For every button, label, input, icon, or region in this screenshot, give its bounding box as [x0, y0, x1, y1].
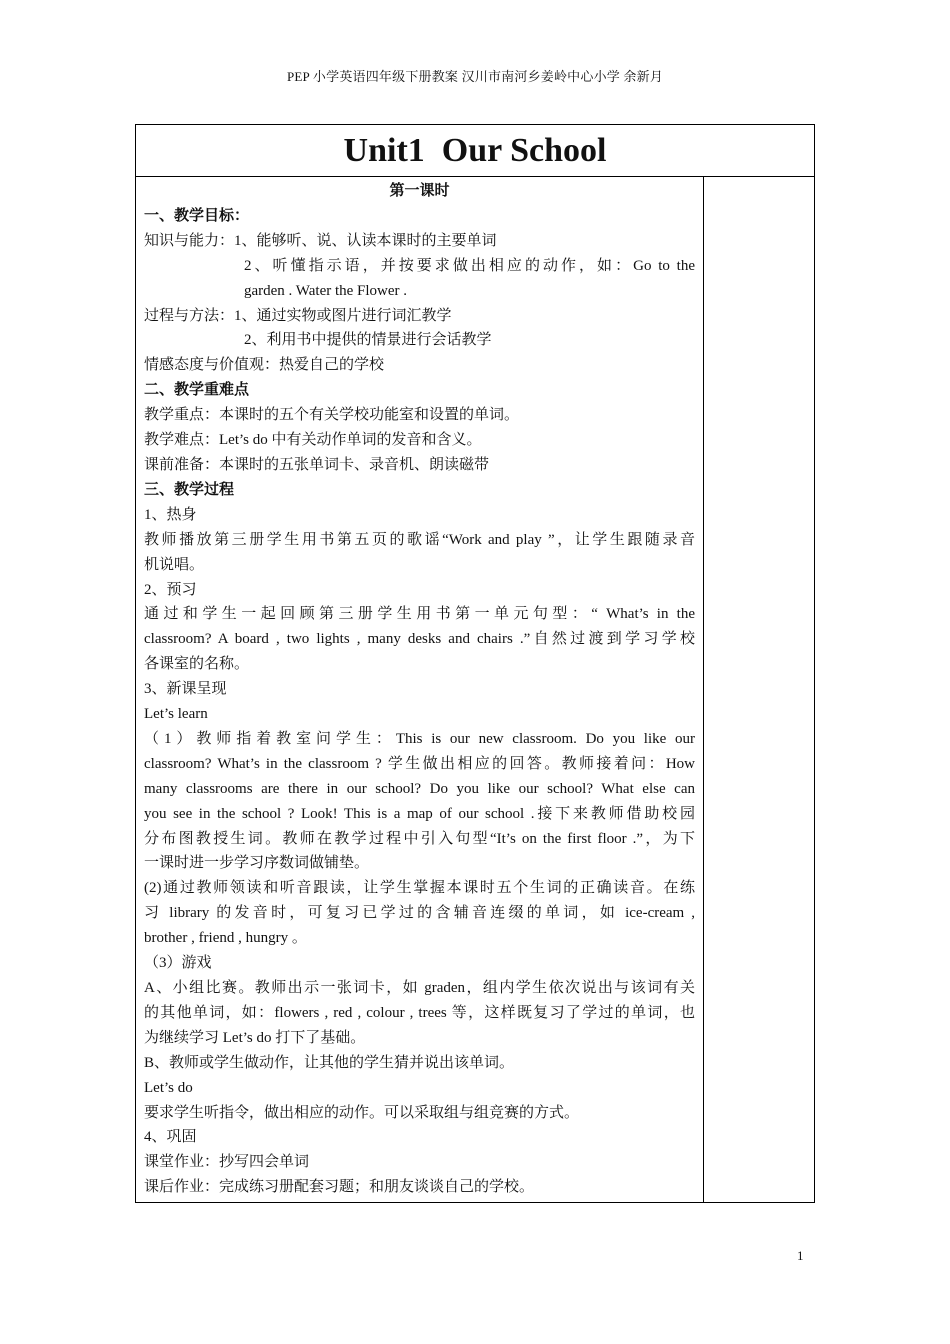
page-header: PEP 小学英语四年级下册教案 汉川市南河乡姜岭中心小学 余新月 [286, 69, 664, 84]
content-line: 2、预习 [144, 581, 197, 598]
content-line: 课堂作业：抄写四会单词 [144, 1154, 310, 1171]
content-line: B、教师或学生做动作，让其他的学生猜并说出该单词。 [144, 1054, 515, 1071]
content-line: 习 library 的发音时，可复习已学过的含辅音连缀的单词，如 ice-cream , [144, 905, 695, 922]
unit-title: Unit1 Our School [136, 125, 814, 177]
content-line: 2、听懂指示语，并按要求做出相应的动作，如：Go to the [244, 257, 695, 274]
page-number: 1 [797, 1248, 804, 1263]
content-line: garden . Water the Flower . [244, 282, 408, 299]
content-line: 的其他单词，如：flowers , red , colour , trees 等，这样既复习了学过的单词，也 [144, 1004, 695, 1021]
content-line: A、小组比赛。教师出示一张词卡，如 graden，组内学生依次说出与该词有关 [144, 980, 695, 996]
content-line: 课后作业：完成练习册配套习题；和朋友谈谈自己的学校。 [144, 1179, 535, 1196]
content-line: 一课时进一步学习序数词做铺垫。 [144, 855, 370, 872]
content-line: 2、利用书中提供的情景进行会话教学 [244, 332, 492, 349]
content-line: 教学难点：Let’s do 中有关动作单词的发音和含义。 [144, 432, 482, 449]
content-line: 一、教学目标： [144, 207, 250, 224]
content-line: 要求学生听指令，做出相应的动作。可以采取组与组竞赛的方式。 [144, 1104, 580, 1121]
content-line: （3）游戏 [144, 955, 212, 972]
content-line: 机说唱。 [144, 556, 205, 573]
content-line: Let’s do [144, 1079, 193, 1096]
content-line: 三、教学过程 [144, 481, 235, 498]
notes-column-cell [704, 177, 814, 1202]
content-line: many classrooms are there in our school? Do you like our school? What else can [144, 780, 695, 797]
content-line: （1）教师指着教室问学生：This is our new classroom. Do you like our [144, 730, 695, 747]
content-line: Let’s learn [144, 706, 208, 723]
table-body-row [136, 177, 814, 1202]
content-line: classroom? A board , two lights , many desks and chairs .”自然过渡到学习学校 [144, 631, 695, 648]
content-line: 知识与能力：1、能够听、说、认读本课时的主要单词 [144, 232, 497, 249]
lesson-content-cell [136, 177, 704, 1202]
content-line: classroom? What’s in the classroom ? 学生做出相应的回答。教师接着问：How [144, 755, 695, 772]
content-line: 过程与方法：1、通过实物或图片进行词汇教学 [144, 307, 452, 324]
content-line: 4、巩固 [144, 1129, 197, 1146]
lesson-plan-table [135, 124, 815, 1203]
content-line: 课前准备：本课时的五张单词卡、录音机、朗读磁带 [144, 456, 490, 473]
content-line: 教学重点：本课时的五个有关学校功能室和设置的单词。 [144, 407, 520, 424]
content-line: 各课室的名称。 [144, 656, 250, 673]
content-line: 情感态度与价值观：热爱自己的学校 [144, 357, 385, 374]
content-line: 为继续学习 Let’s do 打下了基础。 [144, 1029, 366, 1046]
content-line: 3、新课呈现 [144, 681, 227, 698]
content-line: 教师播放第三册学生用书第五页的歌谣“Work and play ”，让学生跟随录音 [144, 531, 695, 548]
content-line: 1、热身 [144, 506, 197, 523]
content-line: 通过和学生一起回顾第三册学生用书第一单元句型：“ What’s in the [144, 606, 695, 623]
content-line: you see in the school ? Look! This is a map of our school .接下来教师借助校园 [144, 805, 695, 822]
content-line: 二、教学重难点 [144, 382, 250, 399]
content-line: 第一课时 [389, 183, 450, 199]
content-line: (2)通过教师领读和听音跟读，让学生掌握本课时五个生词的正确读音。在练 [144, 880, 695, 897]
content-line: brother , friend , hungry 。 [144, 930, 307, 947]
content-line: 分布图教授生词。教师在教学过程中引入句型“It’s on the first floor .”，为下 [144, 830, 695, 847]
